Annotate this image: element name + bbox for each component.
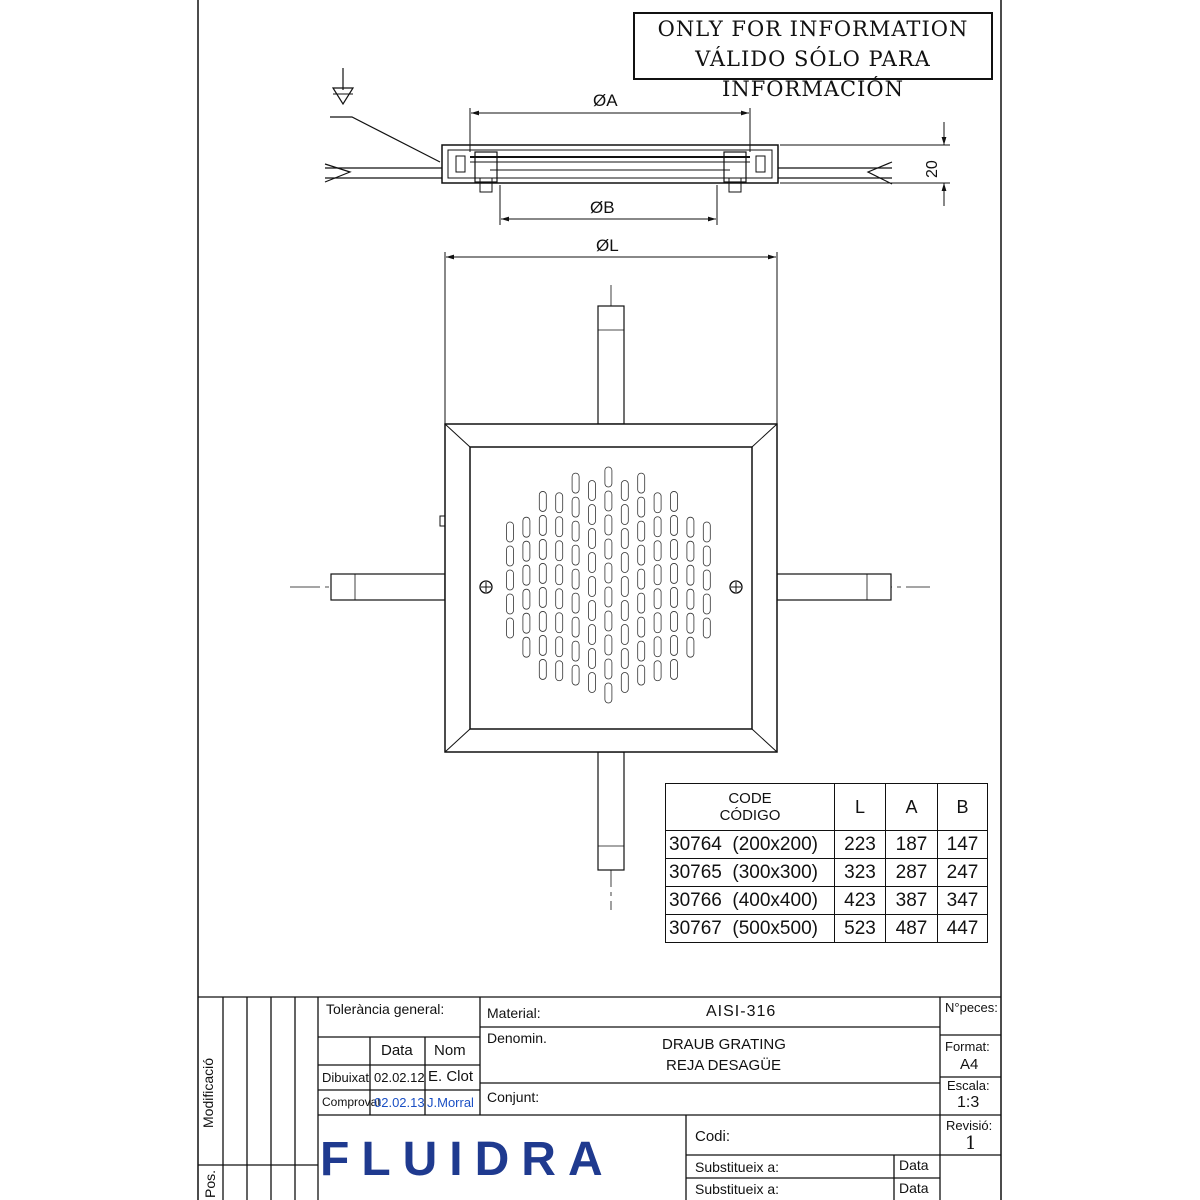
b-cell: 247: [938, 859, 988, 887]
format-label: Format:: [945, 1039, 990, 1054]
b-cell: 447: [938, 915, 988, 943]
notice-spanish: VÁLIDO SÓLO PARA INFORMACIÓN: [695, 47, 931, 101]
code-cell: [666, 887, 835, 915]
dimension-a-label: ØA: [593, 91, 618, 110]
dibuixat-name: E. Clot: [428, 1068, 474, 1085]
material-value: AISI-316: [706, 1003, 777, 1020]
revisio-label: Revisió:: [946, 1118, 993, 1133]
tolerancia-label: Tolerància general:: [326, 1001, 445, 1017]
fluidra-logo: FLUIDRA: [320, 1133, 615, 1186]
size-value: (300x300): [732, 861, 818, 883]
substitueix-label-2: Substitueix a:: [695, 1181, 780, 1197]
size-value: (200x200): [732, 833, 818, 855]
header-code-line1: CODE: [728, 790, 772, 807]
code-cell: [666, 831, 835, 859]
a-cell: 387: [886, 887, 938, 915]
dimension-l-label: ØL: [596, 236, 619, 255]
a-cell: 287: [886, 859, 938, 887]
notice-english: ONLY FOR INFORMATION: [657, 17, 969, 41]
l-cell: 223: [835, 831, 886, 859]
comprovat-label: Comprovat: [322, 1095, 381, 1109]
material-label: Material:: [487, 1005, 541, 1021]
a-cell: 487: [886, 915, 938, 943]
b-cell: 147: [938, 831, 988, 859]
data-label-2: Data: [899, 1180, 929, 1196]
npeces-label: N°peces:: [945, 1000, 998, 1015]
header-a: A: [886, 784, 938, 831]
code-cell: [666, 915, 835, 943]
header-code-line2: CÓDIGO: [719, 807, 781, 824]
code-value: 30766: [669, 889, 722, 911]
revisio-value: 1: [965, 1133, 977, 1154]
pos-label: Pos.: [202, 1169, 218, 1198]
code-cell: [666, 859, 835, 887]
escala-label: Escala:: [947, 1078, 990, 1093]
denomin-line2: REJA DESAGÜE: [666, 1057, 782, 1074]
header-l: L: [835, 784, 886, 831]
code-value: 30767: [669, 917, 722, 939]
code-table: [665, 783, 988, 943]
nom-column-header: Nom: [434, 1042, 466, 1059]
size-value: (400x400): [732, 889, 818, 911]
l-cell: 423: [835, 887, 886, 915]
codi-label: Codi:: [695, 1128, 731, 1145]
conjunt-label: Conjunt:: [487, 1089, 540, 1105]
dimension-height-label: 20: [924, 160, 941, 178]
modificacio-label: Modificació: [200, 1057, 216, 1128]
format-value: A4: [960, 1056, 979, 1073]
code-table-header: [666, 784, 988, 831]
header-code: [666, 784, 835, 831]
dibuixat-date: 02.02.12: [374, 1070, 425, 1085]
code-table-body: [666, 831, 988, 943]
table-row: [666, 915, 988, 943]
substitueix-label-1: Substitueix a:: [695, 1159, 780, 1175]
l-cell: 323: [835, 859, 886, 887]
comprovat-name: J.Morral: [427, 1095, 474, 1110]
l-cell: 523: [835, 915, 886, 943]
code-value: 30765: [669, 861, 722, 883]
table-row: [666, 859, 988, 887]
table-row: [666, 887, 988, 915]
denomin-label: Denomin.: [487, 1030, 547, 1046]
header-b: B: [938, 784, 988, 831]
data-label-1: Data: [899, 1157, 929, 1173]
comprovat-date: 02.02.13: [374, 1095, 425, 1110]
section-view: [325, 68, 950, 225]
size-value: (500x500): [732, 917, 818, 939]
escala-value: 1:3: [957, 1094, 980, 1111]
denomin-line1: DRAUB GRATING: [662, 1036, 786, 1053]
data-column-header: Data: [381, 1042, 413, 1059]
code-value: 30764: [669, 833, 722, 855]
dimension-b-label: ØB: [590, 198, 615, 217]
dibuixat-label: Dibuixat: [322, 1070, 369, 1085]
table-row: [666, 831, 988, 859]
b-cell: 347: [938, 887, 988, 915]
a-cell: 187: [886, 831, 938, 859]
